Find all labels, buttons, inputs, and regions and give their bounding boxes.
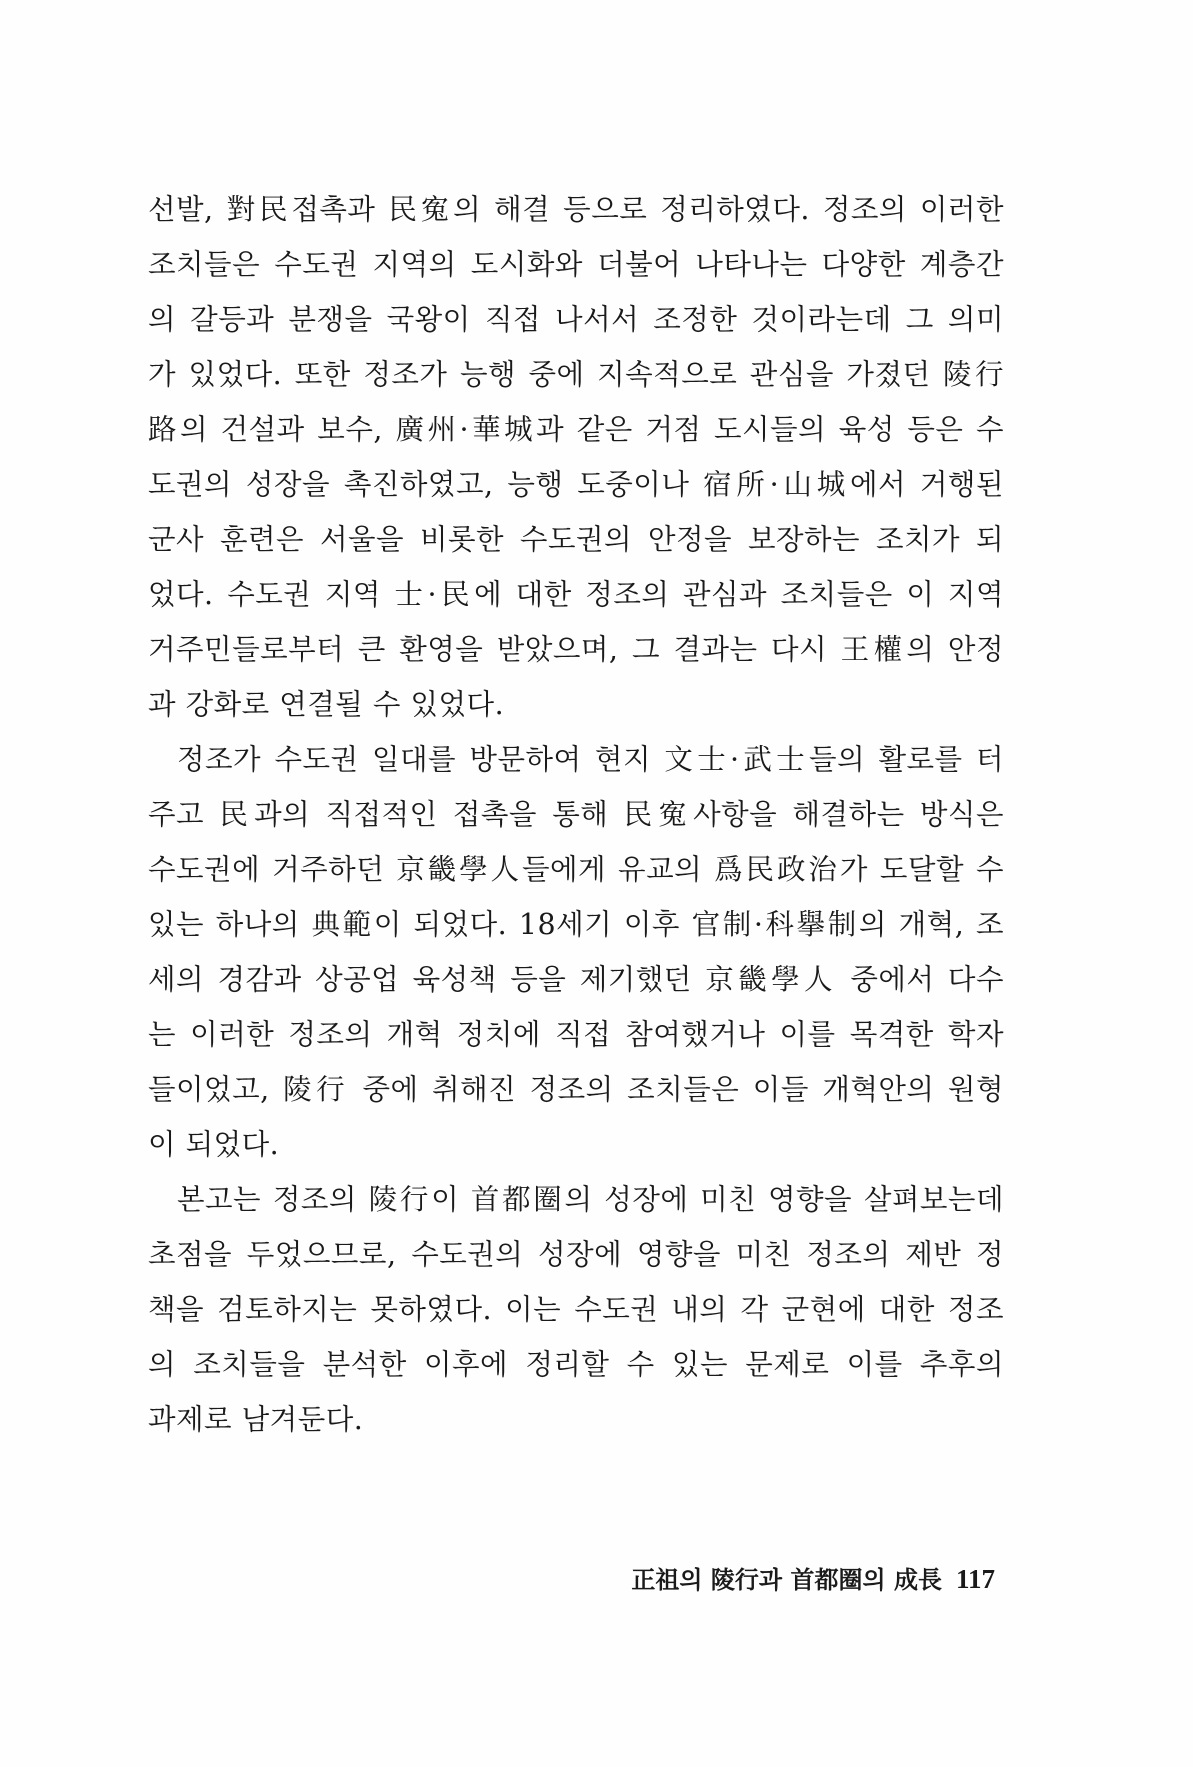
page-number: 117 <box>955 1564 995 1594</box>
text-line: 있는 하나의 典範이 되었다. 18세기 이후 官制·科擧制의 개혁, 조 <box>148 908 1004 941</box>
text-line: 들이었고, 陵行 중에 취해진 정조의 조치들은 이들 개혁안의 원형 <box>148 1073 1004 1106</box>
text-line: 의 조치들을 분석한 이후에 정리할 수 있는 문제로 이를 추후의 <box>148 1348 1004 1381</box>
text-line: 수도권에 거주하던 京畿學人들에게 유교의 爲民政治가 도달할 수 <box>148 853 1004 886</box>
text-line: 세의 경감과 상공업 육성책 등을 제기했던 京畿學人 중에서 다수 <box>148 963 1004 996</box>
running-title: 正祖의 陵行과 首都圈의 成長 <box>631 1565 942 1594</box>
text-line: 조치들은 수도권 지역의 도시화와 더불어 나타나는 다양한 계층간 <box>148 248 1004 281</box>
text-line: 본고는 정조의 陵行이 首都圈의 성장에 미친 영향을 살펴보는데 <box>177 1183 1004 1216</box>
text-line: 초점을 두었으므로, 수도권의 성장에 영향을 미친 정조의 제반 정 <box>148 1238 1004 1271</box>
text-body <box>148 182 1004 1447</box>
text-line: 거주민들로부터 큰 환영을 받았으며, 그 결과는 다시 王權의 안정 <box>148 633 1004 666</box>
paragraph-1 <box>148 182 1004 732</box>
page-footer <box>631 1560 995 1595</box>
text-line: 책을 검토하지는 못하였다. 이는 수도권 내의 각 군현에 대한 정조 <box>148 1293 1004 1326</box>
paragraph-3 <box>148 1172 1004 1447</box>
text-line: 었다. 수도권 지역 士·民에 대한 정조의 관심과 조치들은 이 지역 <box>148 578 1004 611</box>
text-line: 도권의 성장을 촉진하였고, 능행 도중이나 宿所·山城에서 거행된 <box>148 468 1004 501</box>
text-line: 이 되었다. <box>148 1128 280 1161</box>
paragraph-2 <box>148 732 1004 1172</box>
text-line: 군사 훈련은 서울을 비롯한 수도권의 안정을 보장하는 조치가 되 <box>148 523 1004 556</box>
text-line: 주고 民과의 직접적인 접촉을 통해 民寃사항을 해결하는 방식은 <box>148 798 1004 831</box>
text-line: 과 강화로 연결될 수 있었다. <box>148 688 505 721</box>
text-line: 의 갈등과 분쟁을 국왕이 직접 나서서 조정한 것이라는데 그 의미 <box>148 303 1004 336</box>
text-line: 과제로 남겨둔다. <box>148 1403 364 1436</box>
text-line: 路의 건설과 보수, 廣州·華城과 같은 거점 도시들의 육성 등은 수 <box>148 413 1004 446</box>
text-line: 정조가 수도권 일대를 방문하여 현지 文士·武士들의 활로를 터 <box>177 743 1004 776</box>
text-line: 는 이러한 정조의 개혁 정치에 직접 참여했거나 이를 목격한 학자 <box>148 1018 1004 1051</box>
text-line: 선발, 對民접촉과 民寃의 해결 등으로 정리하였다. 정조의 이러한 <box>148 193 1004 226</box>
text-line: 가 있었다. 또한 정조가 능행 중에 지속적으로 관심을 가졌던 陵行 <box>148 358 1004 391</box>
